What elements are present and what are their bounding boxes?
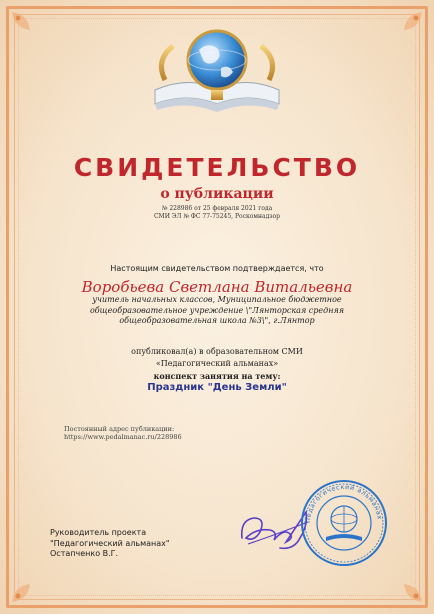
- certificate-title: СВИДЕТЕЛЬСТВО: [73, 153, 361, 182]
- signatory-block: [50, 528, 170, 560]
- recipient-position: учитель начальных классов, Муниципальное бюджетное общеобразовательное учреждение \"Лянторская средняя общеобразовательная школа №3\", г.Лянтор: [89, 295, 345, 326]
- almanac-name: «Педагогический альманах»: [155, 359, 279, 368]
- certificate-subtitle: о публикации: [160, 186, 274, 202]
- signatory-role: Руководитель проекта: [50, 528, 147, 537]
- signatory-organization: "Педагогический альманах": [50, 538, 170, 548]
- topic-lead: конспект занятия на тему:: [153, 371, 281, 381]
- address-label: Постоянный адрес публикации:: [64, 425, 175, 433]
- registration-number: № 228986 от 25 февраля 2021 года: [161, 205, 273, 212]
- official-seal-icon: [300, 479, 388, 567]
- corner-ornament-icon: [388, 568, 424, 604]
- signatory-name: Остапченко В.Г.: [50, 549, 119, 558]
- seal-ring-text: Педагогический альманах: [303, 482, 384, 524]
- corner-ornament-icon: [388, 10, 424, 46]
- confirmation-text: Настоящим свидетельством подтверждается, что: [110, 264, 324, 273]
- corner-ornament-icon: [10, 10, 46, 46]
- published-in-text: опубликовал(а) в образовательном СМИ: [131, 347, 303, 356]
- recipient-name: Воробьева Светлана Витальевна: [81, 278, 353, 296]
- corner-ornament-icon: [10, 568, 46, 604]
- publication-topic: Праздник "День Земли": [147, 382, 287, 393]
- globe-book-emblem-icon: [147, 20, 287, 122]
- publication-address-link[interactable]: https://www.pedalmanac.ru/228986: [64, 433, 182, 441]
- smi-license: СМИ ЭЛ № ФС 77-75245, Роскомнадзор: [153, 213, 281, 220]
